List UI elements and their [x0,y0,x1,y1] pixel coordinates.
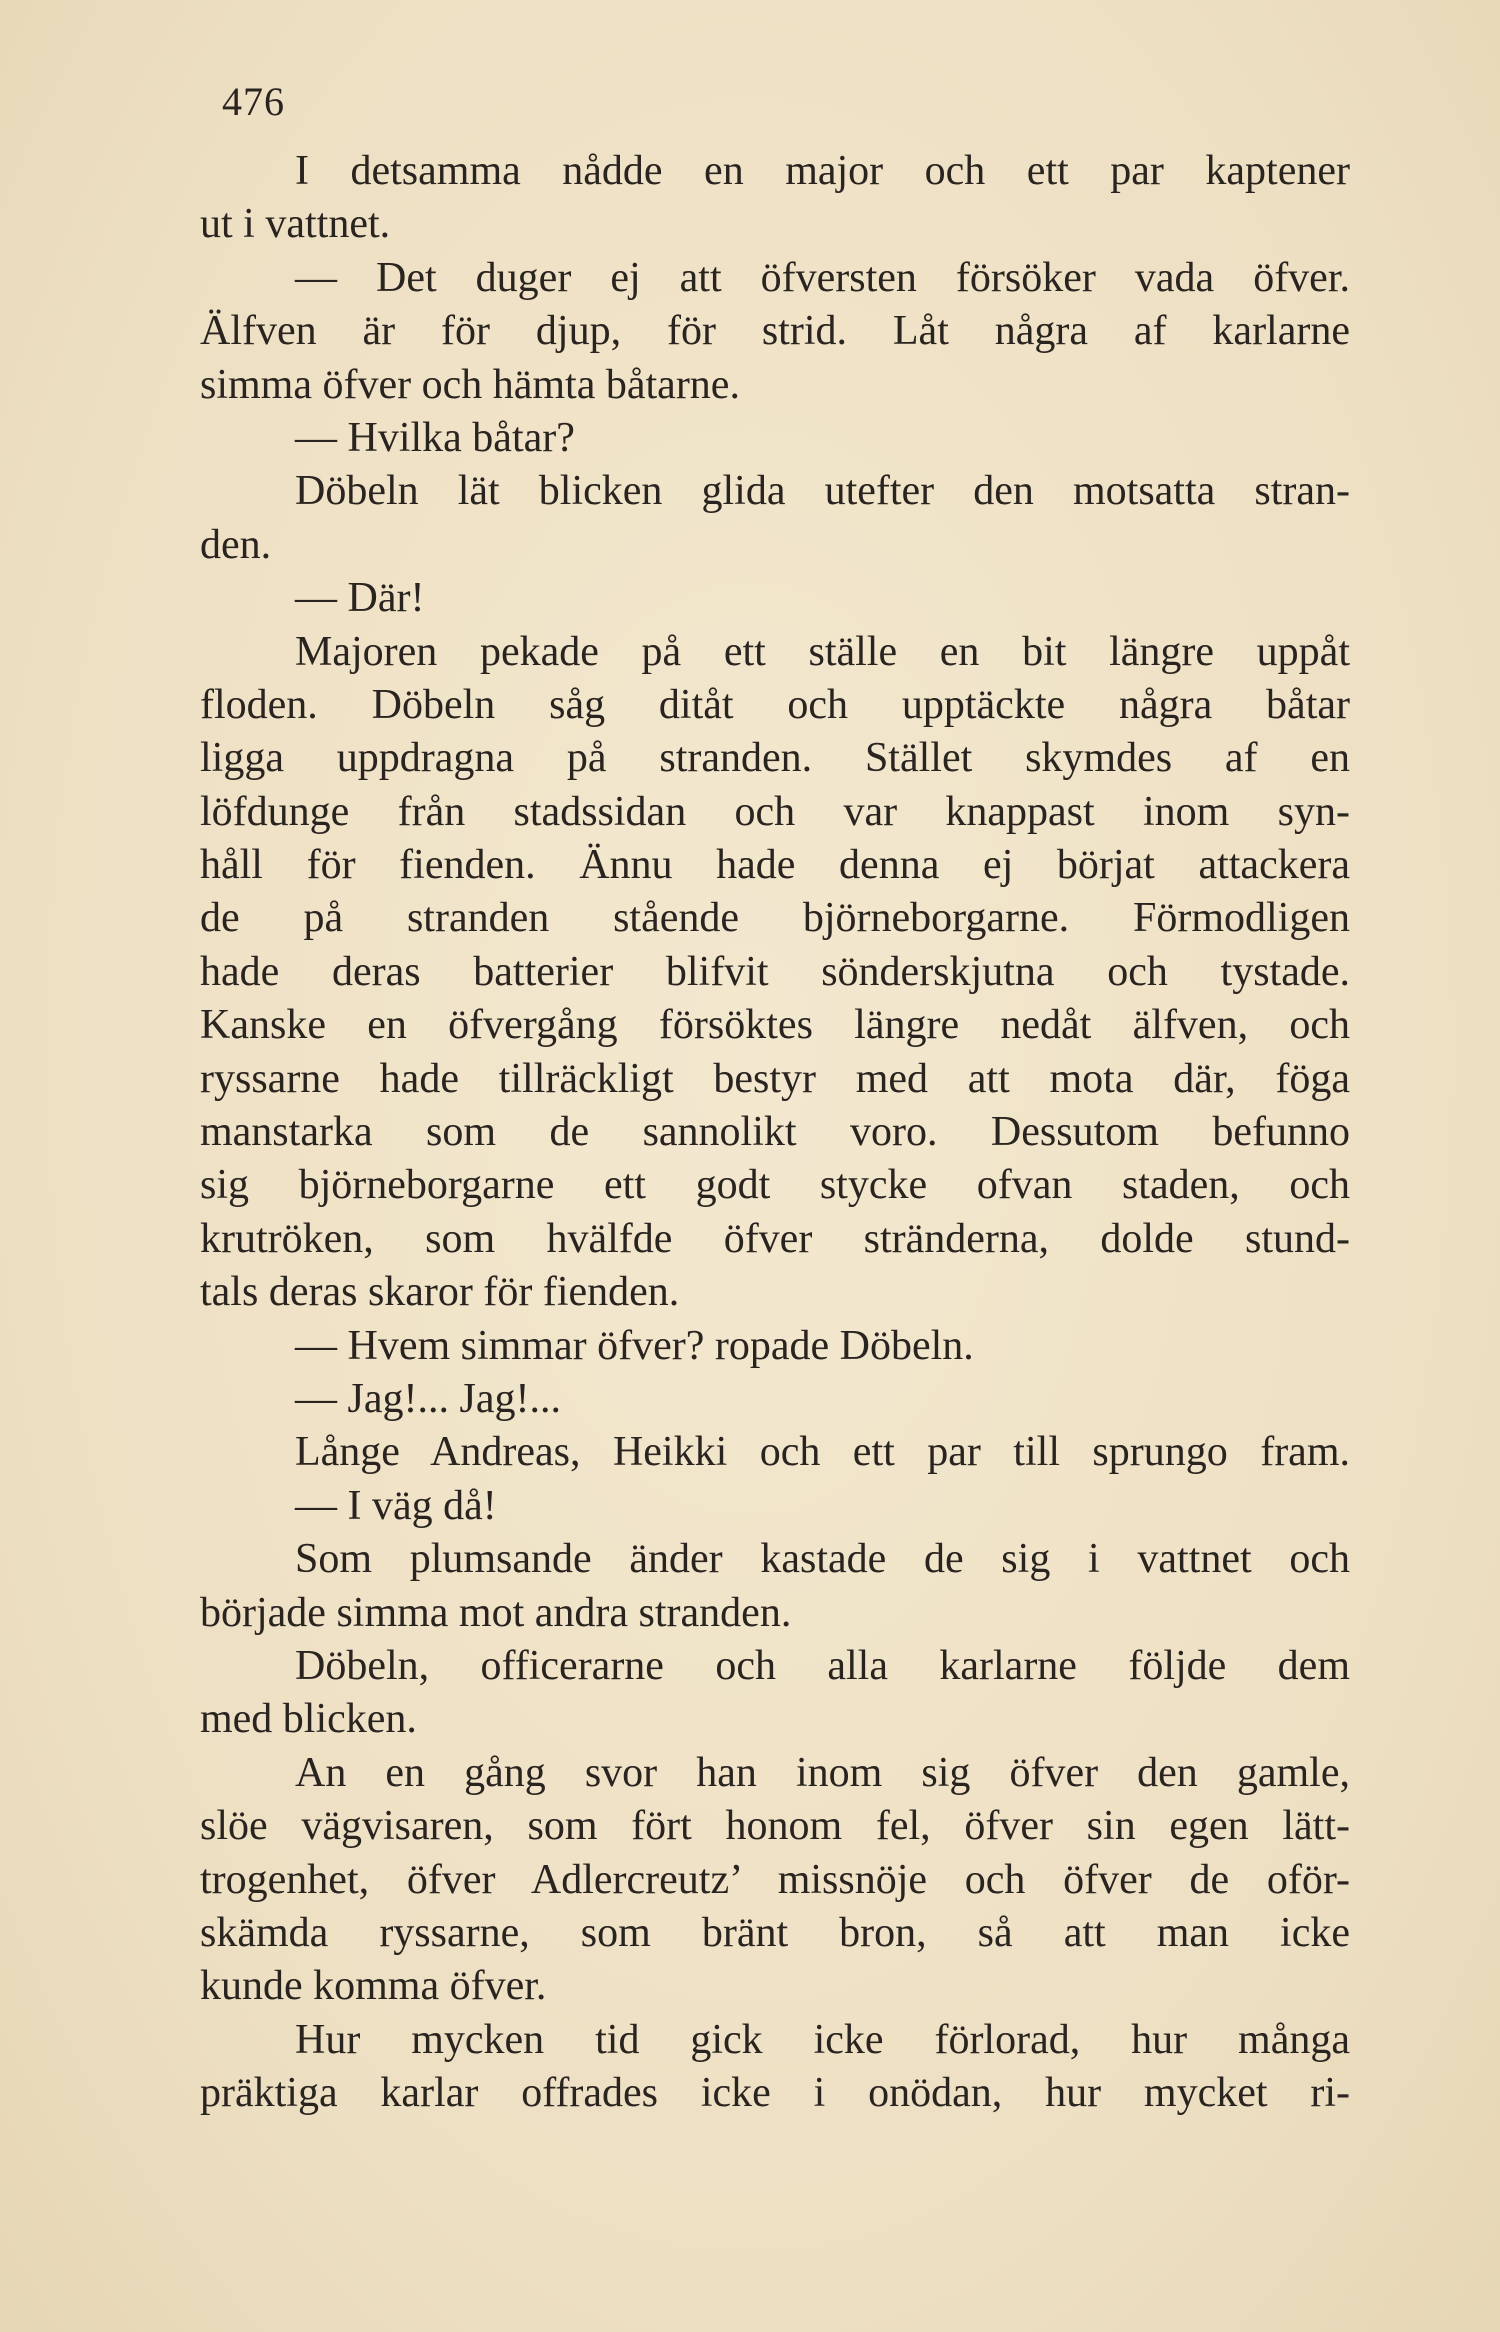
text-line: An en gång svor han inom sig öfver den gamle, [295,1749,1350,1796]
text-line: präktiga karlar offrades icke i onödan, hur mycket ri- [200,2070,1350,2117]
text-line: kunde komma öfver. [200,1963,547,2010]
text-line: håll för fienden. Ännu hade denna ej börjat attackera [200,842,1350,889]
text-line: började simma mot andra stranden. [200,1589,792,1636]
text-line: floden. Döbeln såg ditåt och upptäckte några båtar [200,681,1350,728]
text-line: Döbeln, officerarne och alla karlarne följde dem [295,1642,1350,1689]
text-line: — I väg då! [295,1482,497,1529]
text-line: Älfven är för djup, för strid. Låt några af karlarne [200,308,1350,355]
text-line: med blicken. [200,1696,417,1743]
text-line: slöe vägvisaren, som fört honom fel, öfver sin egen lätt- [200,1803,1350,1850]
page-number: 476 [222,79,285,124]
text-line: ut i vattnet. [200,201,391,248]
text-line: Långe Andreas, Heikki och ett par till sprungo fram. [295,1429,1350,1476]
text-line: de på stranden stående björneborgarne. Förmodligen [200,895,1350,942]
text-line: Döbeln lät blicken glida utefter den motsatta stran- [295,468,1350,515]
text-line: simma öfver och hämta båtarne. [200,361,740,408]
text-line: manstarka som de sannolikt voro. Dessutom befunno [200,1109,1350,1156]
text-line: den. [200,521,272,568]
text-line: Majoren pekade på ett ställe en bit längre uppåt [295,628,1350,675]
text-line: trogenhet, öfver Adlercreutz’ missnöje och öfver de oför- [200,1856,1350,1903]
text-line: — Där! [295,575,425,622]
text-line: ligga uppdragna på stranden. Stället skymdes af en [200,735,1350,782]
text-line: skämda ryssarne, som bränt bron, så att man icke [200,1909,1350,1956]
text-line: Kanske en öfvergång försöktes längre nedåt älfven, och [200,1002,1350,1049]
text-line: Hur mycken tid gick icke förlorad, hur många [295,2016,1350,2063]
text-line: I detsamma nådde en major och ett par kaptener [295,148,1350,194]
text-line: — Hvem simmar öfver? ropade Döbeln. [295,1322,974,1369]
text-line: tals deras skaror för fienden. [200,1269,680,1316]
text-line: krutröken, som hvälfde öfver stränderna, dolde stund- [200,1215,1350,1262]
text-line: sig björneborgarne ett godt stycke ofvan staden, och [200,1162,1350,1209]
text-line: Som plumsande änder kastade de sig i vattnet och [295,1536,1350,1583]
text-line: — Hvilka båtar? [295,414,575,461]
text-line: — Jag!... Jag!... [295,1375,561,1422]
body-text [200,145,1350,2120]
text-line: löfdunge från stadssidan och var knappast inom syn- [200,788,1350,835]
text-line: — Det duger ej att öfversten försöker vada öfver. [295,254,1350,301]
text-line: hade deras batterier blifvit sönderskjutna och tystade. [200,948,1350,995]
text-line: ryssarne hade tillräckligt bestyr med att mota där, föga [200,1055,1350,1102]
